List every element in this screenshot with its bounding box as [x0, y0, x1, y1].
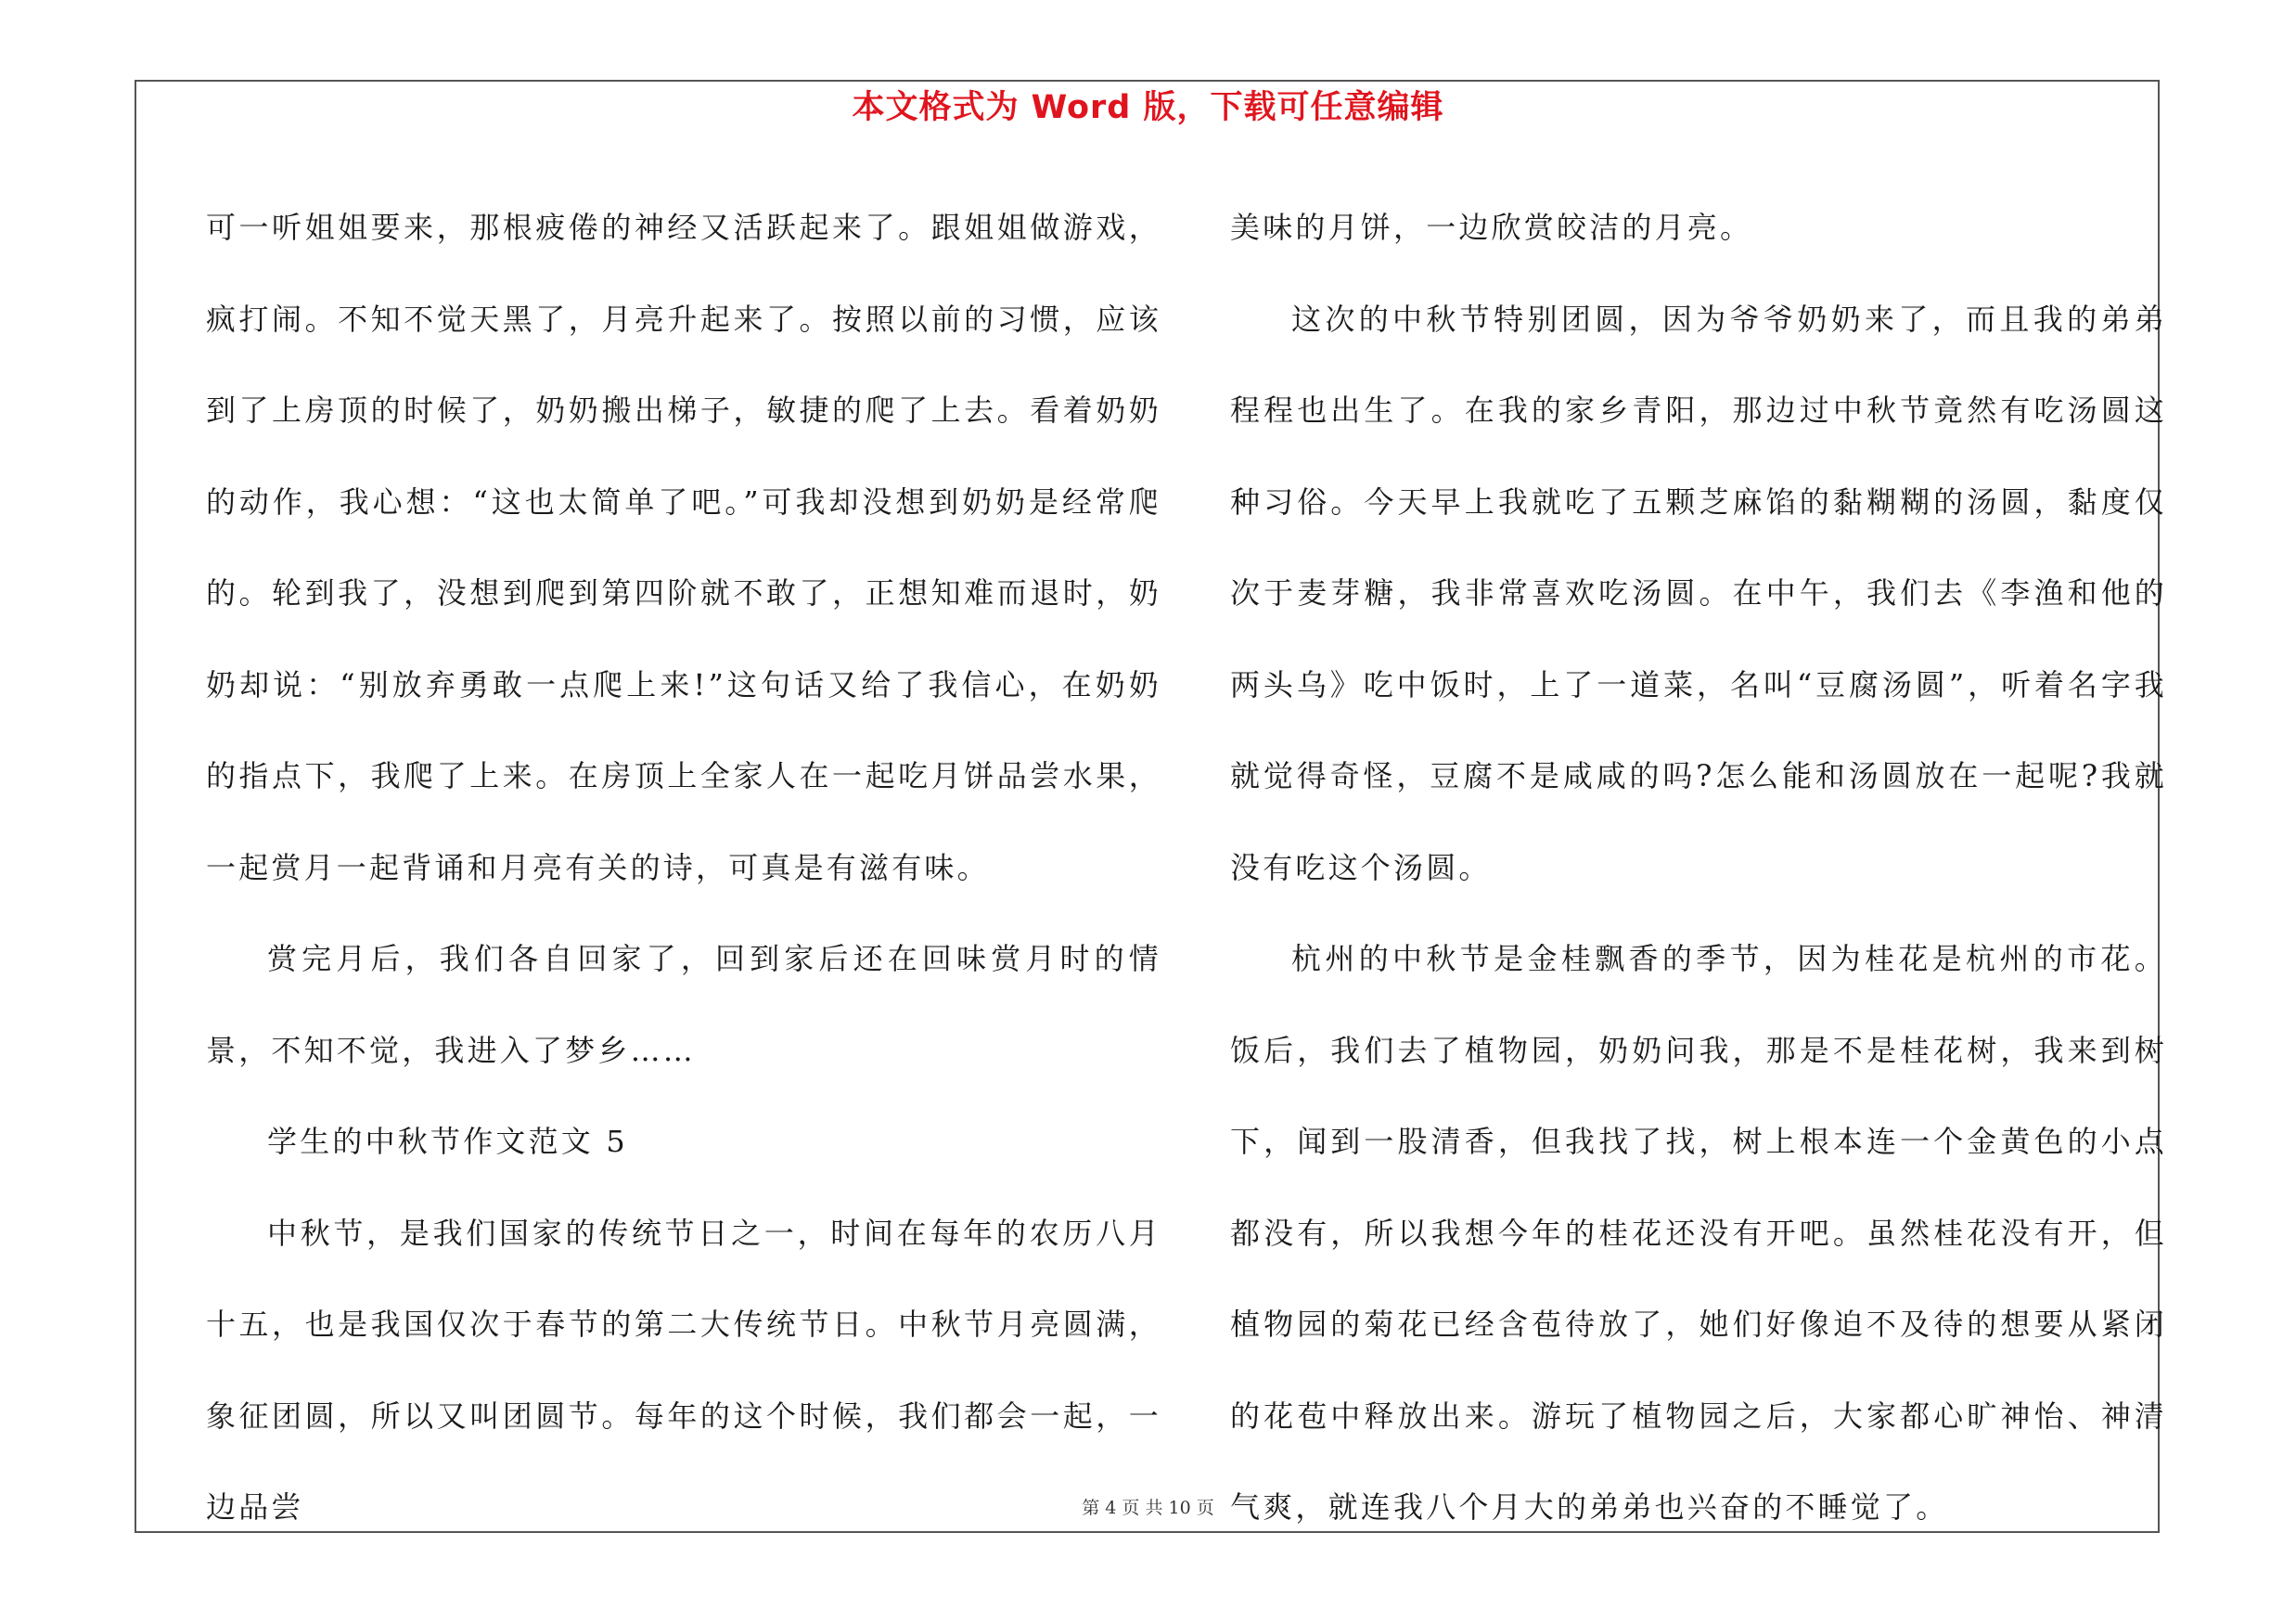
section-heading: 学生的中秋节作文范文 5	[267, 1124, 628, 1159]
format-banner: 本文格式为 Word 版，下载可任意编辑	[852, 89, 1444, 126]
right-paragraph-3: 杭州的中秋节是金桂飘香的季节，因为桂花是杭州的市花。饭后，我们去了植物园，奶奶问我，那是不是桂花树，我来到树下，闻到一股清香，但我找了找，树上根本连一个金黄色的小点都没有，所以我想今年的桂花还没有开吧。虽然桂花没有开，但植物园的菊花已经含苞待放了，她们好像迫不及待的想要从紧闭的花苞中释放出来。游玩了植物园之后，大家都心旷神怡、神清气爽，就连我八个月大的弟弟也兴奋的不睡觉了。	[1230, 941, 2167, 1525]
right-column	[1230, 182, 2167, 1553]
left-column	[206, 182, 1161, 1553]
left-paragraph-1: 可一听姐姐要来，那根疲倦的神经又活跃起来了。跟姐姐做游戏，疯打闹。不知不觉天黑了，月亮升起来了。按照以前的习惯，应该到了上房顶的时候了，奶奶搬出梯子，敏捷的爬了上去。看着奶奶的动作，我心想：“这也太简单了吧。”可我却没想到奶奶是经常爬的。轮到我了，没想到爬到第四阶就不敢了，正想知难而退时，奶奶却说：“别放弃勇敢一点爬上来!”这句话又给了我信心，在奶奶的指点下，我爬了上来。在房顶上全家人在一起吃月饼品尝水果，一起赏月一起背诵和月亮有关的诗，可真是有滋有味。	[206, 210, 1161, 885]
left-paragraph-2: 赏完月后，我们各自回家了，回到家后还在回味赏月时的情景，不知不觉，我进入了梦乡……	[206, 941, 1161, 1068]
right-paragraph-2: 这次的中秋节特别团圆，因为爷爷奶奶来了，而且我的弟弟程程也出生了。在我的家乡青阳，那边过中秋节竟然有吃汤圆这种习俗。今天早上我就吃了五颗芝麻馅的黏糊糊的汤圆，黏度仅次于麦芽糖，我非常喜欢吃汤圆。在中午，我们去《李渔和他的两头乌》吃中饭时，上了一道菜，名叫“豆腐汤圆”，听着名字我就觉得奇怪，豆腐不是咸咸的吗?怎么能和汤圆放在一起呢?我就没有吃这个汤圆。	[1230, 301, 2167, 885]
right-paragraph-1: 美味的月饼，一边欣赏皎洁的月亮。	[1230, 210, 1753, 245]
page-number: 第 4 页 共 10 页	[1082, 1498, 1214, 1518]
left-paragraph-4: 中秋节，是我们国家的传统节日之一，时间在每年的农历八月十五，也是我国仅次于春节的第二大传统节日。中秋节月亮圆满，象征团圆，所以又叫团圆节。每年的这个时候，我们都会一起，一边品尝	[206, 1215, 1161, 1525]
